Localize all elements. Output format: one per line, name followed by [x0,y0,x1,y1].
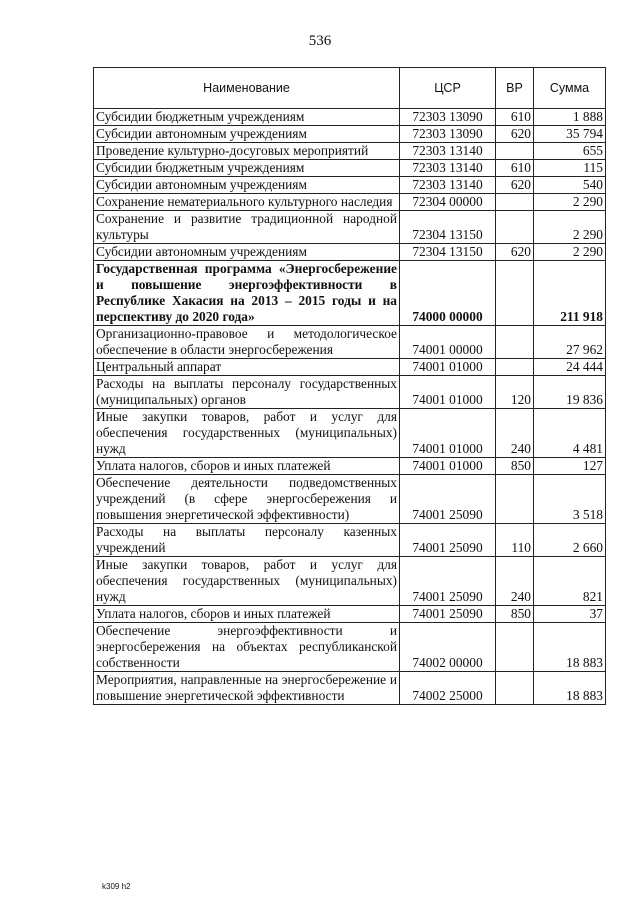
cell-vr [496,143,534,160]
cell-sum: 2 290 [534,194,606,211]
cell-vr [496,359,534,376]
cell-name: Проведение культурно-досуговых мероприятий [94,143,400,160]
cell-csr: 74001 25090 [400,606,496,623]
cell-vr: 620 [496,126,534,143]
cell-name: Мероприятия, направленные на энергосбережение и повышение энергетической эффективности [94,672,400,705]
cell-vr [496,261,534,326]
cell-sum: 27 962 [534,326,606,359]
cell-csr: 74001 25090 [400,475,496,524]
cell-name: Субсидии бюджетным учреждениям [94,160,400,177]
cell-sum: 18 883 [534,672,606,705]
cell-vr [496,672,534,705]
table-row [94,194,606,211]
cell-name: Уплата налогов, сборов и иных платежей [94,606,400,623]
header-csr: ЦСР [400,68,496,109]
cell-csr: 74001 25090 [400,557,496,606]
cell-csr: 72304 00000 [400,194,496,211]
table-row [94,359,606,376]
table-row [94,524,606,557]
cell-vr: 610 [496,160,534,177]
cell-csr: 74002 25000 [400,672,496,705]
page-number: 536 [308,33,332,49]
cell-name: Уплата налогов, сборов и иных платежей [94,458,400,475]
cell-csr: 74001 00000 [400,326,496,359]
cell-sum: 821 [534,557,606,606]
cell-name: Обеспечение энергоэффективности и энергосбережения на объектах республиканской собственности [94,623,400,672]
cell-csr: 72303 13140 [400,160,496,177]
table-body [94,109,606,705]
table-row [94,177,606,194]
cell-sum: 4 481 [534,409,606,458]
cell-name: Субсидии автономным учреждениям [94,177,400,194]
cell-csr: 72304 13150 [400,244,496,261]
header-sum: Сумма [534,68,606,109]
table-row [94,409,606,458]
cell-sum: 540 [534,177,606,194]
budget-table [93,67,606,705]
cell-vr: 850 [496,606,534,623]
cell-csr: 74001 25090 [400,524,496,557]
cell-sum: 35 794 [534,126,606,143]
cell-csr: 74001 01000 [400,359,496,376]
cell-vr: 240 [496,557,534,606]
cell-name: Иные закупки товаров, работ и услуг для обеспечения государственных (муниципальных) нужд [94,557,400,606]
header-name: Наименование [94,68,400,109]
cell-csr: 74001 01000 [400,458,496,475]
cell-name: Расходы на выплаты персоналу государственных (муниципальных) органов [94,376,400,409]
cell-vr [496,475,534,524]
cell-csr: 72303 13140 [400,177,496,194]
table-row [94,623,606,672]
table-row [94,557,606,606]
cell-vr: 120 [496,376,534,409]
cell-sum: 127 [534,458,606,475]
cell-name: Государственная программа «Энергосбережение и повышение энергоэффективности в Республике Хакасия на 2013 – 2015 годы и на перспективу до 2020 года» [94,261,400,326]
cell-csr: 72303 13140 [400,143,496,160]
cell-name: Обеспечение деятельности подведомственных учреждений (в сфере энергосбережения и повышения энергетической эффективности) [94,475,400,524]
cell-vr [496,194,534,211]
table-row [94,606,606,623]
cell-vr: 620 [496,177,534,194]
cell-vr: 110 [496,524,534,557]
table-row [94,475,606,524]
cell-name: Субсидии бюджетным учреждениям [94,109,400,126]
table-row [94,376,606,409]
cell-sum: 1 888 [534,109,606,126]
cell-csr: 72303 13090 [400,109,496,126]
cell-vr: 850 [496,458,534,475]
header-vr: ВР [496,68,534,109]
table-row [94,211,606,244]
cell-sum: 211 918 [534,261,606,326]
cell-name: Сохранение нематериального культурного наследия [94,194,400,211]
table-row [94,261,606,326]
cell-vr [496,326,534,359]
cell-name: Субсидии автономным учреждениям [94,244,400,261]
table-row [94,326,606,359]
cell-sum: 115 [534,160,606,177]
cell-sum: 24 444 [534,359,606,376]
cell-csr: 72303 13090 [400,126,496,143]
table-row [94,143,606,160]
cell-sum: 655 [534,143,606,160]
cell-sum: 2 660 [534,524,606,557]
cell-csr: 72304 13150 [400,211,496,244]
cell-name: Субсидии автономным учреждениям [94,126,400,143]
cell-name: Расходы на выплаты персоналу казенных учреждений [94,524,400,557]
cell-csr: 74000 00000 [400,261,496,326]
cell-csr: 74002 00000 [400,623,496,672]
table-row [94,458,606,475]
cell-name: Центральный аппарат [94,359,400,376]
table-row [94,244,606,261]
cell-csr: 74001 01000 [400,409,496,458]
table-row [94,672,606,705]
cell-name: Иные закупки товаров, работ и услуг для обеспечения государственных (муниципальных) нужд [94,409,400,458]
cell-sum: 18 883 [534,623,606,672]
table-row [94,126,606,143]
cell-sum: 2 290 [534,211,606,244]
cell-vr: 620 [496,244,534,261]
cell-sum: 19 836 [534,376,606,409]
cell-vr: 240 [496,409,534,458]
cell-sum: 37 [534,606,606,623]
table-row [94,160,606,177]
cell-vr [496,623,534,672]
cell-vr [496,211,534,244]
cell-name: Сохранение и развитие традиционной народной культуры [94,211,400,244]
table-row [94,109,606,126]
cell-sum: 3 518 [534,475,606,524]
cell-csr: 74001 01000 [400,376,496,409]
footer-code: k309 h2 [102,882,131,891]
table-header-row [94,68,606,109]
cell-sum: 2 290 [534,244,606,261]
cell-name: Организационно-правовое и методологическое обеспечение в области энергосбережения [94,326,400,359]
cell-vr: 610 [496,109,534,126]
